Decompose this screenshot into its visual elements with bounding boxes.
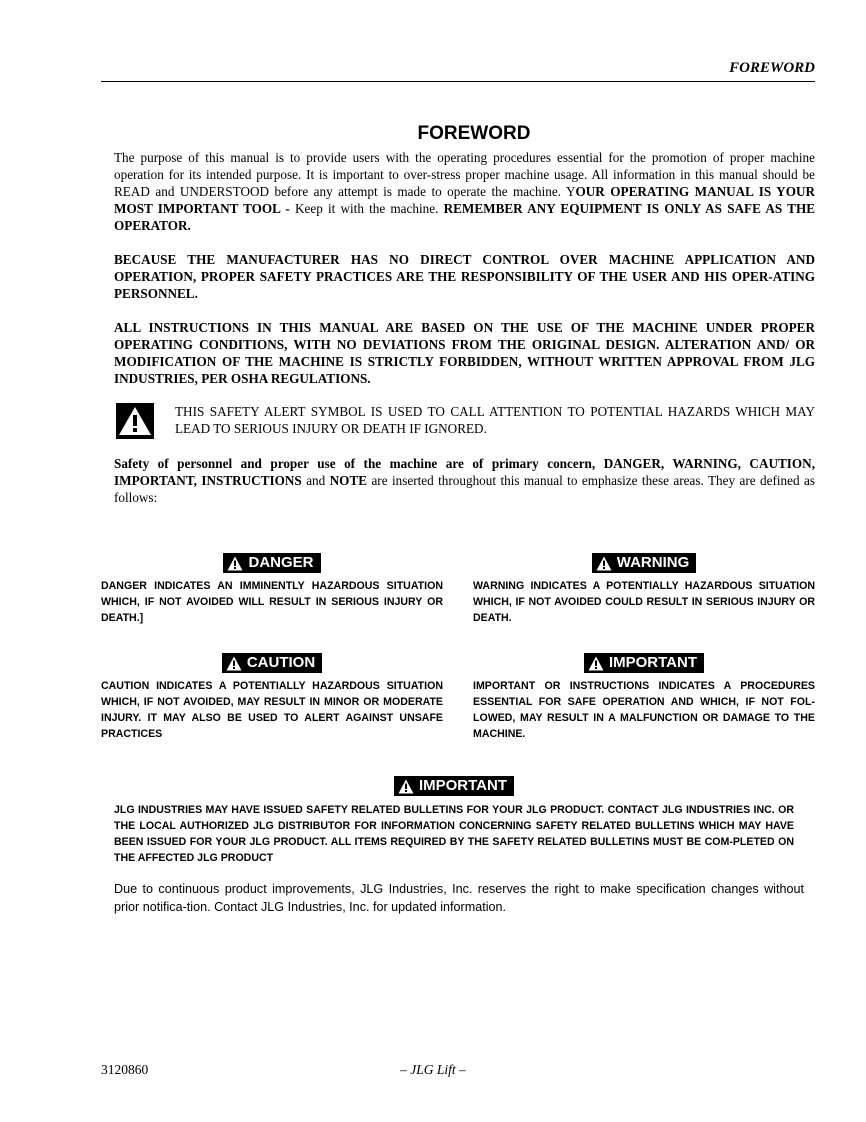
important-badge	[584, 653, 704, 673]
caution-badge	[222, 653, 322, 673]
intro-text-2: Keep it with the machine.	[289, 201, 444, 216]
warning-triangle-icon	[596, 556, 612, 571]
bulletin-label: IMPORTANT	[418, 777, 508, 794]
intro-paragraph	[114, 149, 815, 234]
warning-badge	[592, 553, 697, 573]
danger-block	[101, 553, 443, 626]
alert-symbol-text: THIS SAFETY ALERT SYMBOL IS USED TO CALL ATTENTION TO POTENTIAL HAZARDS WHICH MAY LEAD TO SERIOUS INJURY OR DEATH IF IGNORED.	[175, 404, 815, 436]
safety-text: and	[301, 473, 330, 488]
warning-text: WARNING INDICATES A POTENTIALLY HAZARDOUS SITUATION WHICH, IF NOT AVOIDED COULD RESULT IN SERIOUS INJURY OR DEATH.	[473, 580, 815, 624]
footer-brand: – JLG Lift –	[400, 1062, 466, 1077]
warning-triangle-icon	[227, 556, 243, 571]
bulletin-badge	[394, 776, 514, 796]
caution-block	[101, 653, 443, 742]
caution-text: CAUTION INDICATES A POTENTIALLY HAZARDOUS SITUATION WHICH, IF NOT AVOIDED, MAY RESULT IN MINOR OR MODERATE INJURY. IT MAY ALSO BE USED TO ALERT AGAINST UNSAFE PRACTICES	[101, 680, 443, 740]
bulletin-text: JLG INDUSTRIES MAY HAVE ISSUED SAFETY RELATED BULLETINS FOR YOUR JLG PRODUCT. CONTACT JLG INDUSTRIES INC. OR THE LOCAL AUTHORIZED JLG DISTRIBUTOR FOR INFORMATION CONCERNING SAFETY RELATED BULLETINS WHICH MAY HAVE BEEN ISSUED FOR YOUR JLG PRODUCT. ALL ITEMS REQUIRED BY THE SAFETY RELATED BULLETINS MUST BE COM-PLETED ON THE AFFECTED JLG PRODUCT	[114, 804, 794, 864]
warning-triangle-icon	[226, 656, 242, 671]
caution-label: CAUTION	[246, 654, 316, 671]
safety-text-2: are inserted throughout this manual to emphasize these areas. They are defined as follows:	[114, 473, 815, 505]
instructions-paragraph: ALL INSTRUCTIONS IN THIS MANUAL ARE BASED ON THE USE OF THE MACHINE UNDER PROPER OPERATING CONDITIONS, WITH NO DEVIATIONS FROM THE ORIGINAL DESIGN. ALTERATION AND/ OR MODIFICATION OF THE MACHINE IS STRICTLY FORBIDDEN, WITHOUT WRITTEN APPROVAL FROM JLG INDUSTRIES, PER OSHA REGULATIONS.	[114, 320, 815, 386]
warning-triangle-icon	[398, 779, 414, 794]
warning-block	[473, 553, 815, 626]
page-title: FOREWORD	[417, 123, 531, 144]
safety-alert-symbol	[116, 403, 154, 439]
warning-label: WARNING	[616, 554, 690, 571]
intro-bold-remember: REMEMBER ANY EQUIPMENT IS ONLY AS SAFE AS THE OPERATOR.	[114, 201, 816, 233]
safety-paragraph	[114, 455, 815, 506]
specification-note: Due to continuous product improvements, JLG Industries, Inc. reserves the right to make specification changes without prior notifica-tion. Contact JLG Industries, Inc. for updated information.	[114, 882, 804, 914]
danger-text: DANGER INDICATES AN IMMINENTLY HAZARDOUS SITUATION WHICH, IF NOT AVOIDED WILL RESULT IN SERIOUS INJURY OR DEATH.]	[101, 580, 443, 624]
important-block	[473, 653, 815, 742]
danger-label: DANGER	[248, 554, 314, 571]
running-header: FOREWORD	[729, 60, 815, 76]
safety-bold-terms: Safety of personnel and proper use of the machine are of primary concern, DANGER, WARNING, CAUTION, IMPORTANT, INSTRUCTIONS	[114, 456, 815, 488]
important-label: IMPORTANT	[608, 654, 698, 671]
safety-bold-note: NOTE	[329, 473, 368, 488]
warning-triangle-icon	[116, 403, 154, 439]
document-number: 3120860	[101, 1062, 149, 1077]
manufacturer-paragraph: BECAUSE THE MANUFACTURER HAS NO DIRECT CONTROL OVER MACHINE APPLICATION AND OPERATION, PROPER SAFETY PRACTICES ARE THE RESPONSIBILITY OF THE USER AND HIS OPER-ATING PERSONNEL.	[114, 252, 815, 301]
important-text: IMPORTANT OR INSTRUCTIONS INDICATES A PROCEDURES ESSENTIAL FOR SAFE OPERATION AND WHICH, IF NOT FOL-LOWED, MAY RESULT IN A MALFUNCTION OR DAMAGE TO THE MACHINE.	[473, 680, 815, 740]
warning-triangle-icon	[588, 656, 604, 671]
intro-text: The purpose of this manual is to provide users with the operating procedures essential for the promotion of proper machine operation for its intended purpose. It is important to over-stress proper machine usage. All information in this manual should be READ and UNDERSTOOD before any attempt is made to operate the machine. Y	[114, 150, 815, 199]
danger-badge	[223, 553, 320, 573]
bulletin-block	[114, 776, 794, 866]
header-rule	[101, 81, 815, 82]
intro-bold-tool: OUR OPERATING MANUAL IS YOUR MOST IMPORTANT TOOL -	[114, 184, 815, 216]
